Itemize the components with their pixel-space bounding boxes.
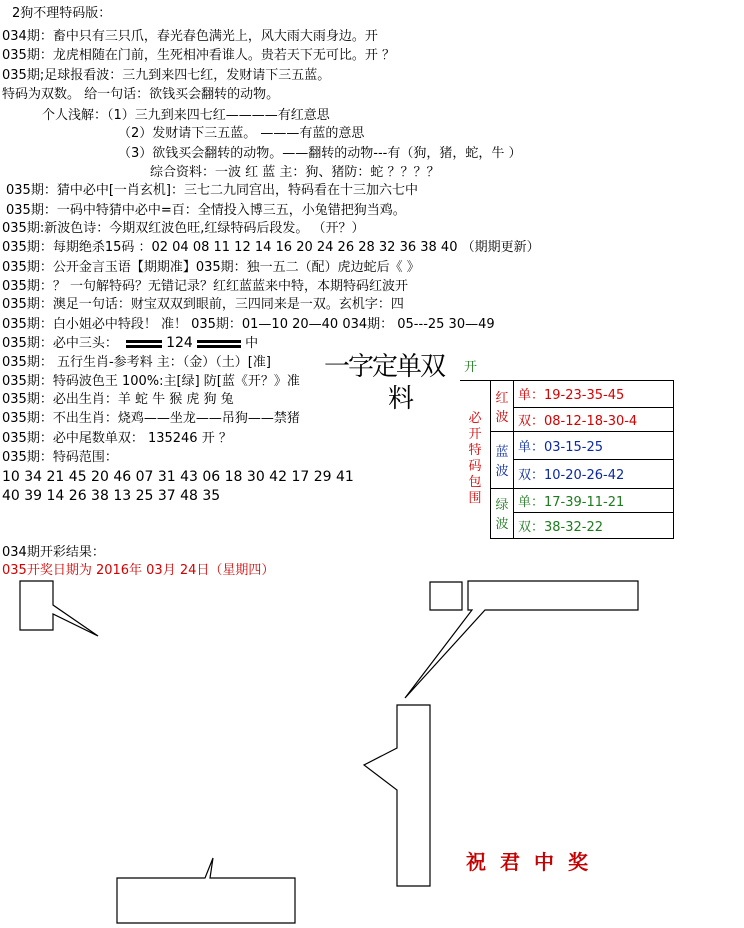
callout-small-top: [430, 582, 462, 610]
table-header: 开: [464, 360, 478, 376]
suffix: 中: [245, 336, 259, 351]
text-line: 个人浅解：（1）三九到来四七红————有红意思: [42, 108, 330, 123]
draw-date: 035开奖日期为 2016年 03月 24日（星期四）: [2, 563, 275, 578]
blessing-text: 祝君中奖: [466, 850, 602, 874]
big-title: 一字定单双: [324, 352, 445, 382]
text-line: 035期：？ 一句解特码？无错记录？红红蓝蓝来中特，本期特码红波开: [2, 279, 408, 294]
callout-tall: [364, 705, 430, 886]
range-numbers: 10 34 21 45 20 46 07 31 43 06 18 30 42 17 29 41: [2, 469, 354, 485]
wave-green: 绿波: [491, 488, 514, 538]
text-line: 035期：猜中必中[一肖玄机]：三七二九同宫出，特码看在十三加六七中: [6, 183, 418, 198]
cell-green-shuang: 双：38-32-22: [514, 512, 674, 538]
side-label: 必开特码包围: [460, 380, 491, 538]
text-line: 035期：不出生肖：烧鸡——坐龙——吊狗——禁猪: [2, 411, 300, 426]
callout-bottom: [117, 858, 295, 923]
head-numbers: 124: [166, 335, 193, 351]
text-line: 035期：必出生肖：羊 蛇 牛 猴 虎 狗 兔: [2, 392, 234, 407]
callout-small-left: [20, 581, 98, 636]
text-line: （2）发财请下三五蓝。 ———有蓝的意思: [118, 126, 365, 141]
text-line: 035期：每期绝杀15码 ：02 04 08 11 12 14 16 20 24 26 28 32 36 38 40 （期期更新）: [2, 240, 540, 255]
cell-blue-dan: 单：03-15-25: [514, 431, 674, 459]
cell-red-dan: 单：19-23-35-45: [514, 380, 674, 407]
number-table: [460, 352, 674, 539]
text-line: 035期：一码中特猜中必中=百：全情投入博三五，小兔错把狗当鸡。: [6, 203, 406, 218]
result-heading: 034期开彩结果：: [2, 545, 105, 560]
bars-icon: [197, 338, 241, 350]
bars-icon: [126, 338, 162, 350]
text-line: 034期：畜中只有三只爪，春光春色满光上，风大雨大雨身边。开: [2, 29, 378, 44]
callout-top-right: [405, 581, 638, 698]
text-line: 035期：澳足一句话：财宝双双到眼前，三四同来是一双。玄机字：四: [2, 297, 404, 312]
label: 035期：必中三头：: [2, 336, 118, 351]
cell-green-dan: 单：17-39-11-21: [514, 488, 674, 512]
wave-red: 红波: [491, 380, 514, 431]
text-line: 035期：龙虎相随在门前，生死相冲看谁人。贵若天下无可比。开 ？: [2, 48, 395, 63]
text-line: 035期：特码范围：: [2, 450, 118, 465]
text-line: 035期:新波色诗：今期双红波色旺,红绿特码后段发。 （开？）: [2, 221, 365, 236]
text-line: [2, 335, 258, 352]
text-line: 特码为双数。 给一句话：欲钱买会翻转的动物。: [2, 87, 280, 102]
page-title: 2狗不理特码版：: [12, 6, 112, 21]
text-line: 综合资料：一波 红 蓝 主：狗、猪防：蛇 ？？？？: [150, 165, 440, 180]
text-line: 035期;足球报看波：三九到来四七红，发财请下三五蓝。: [2, 68, 331, 83]
big-title: 料: [388, 384, 415, 414]
text-line: 035期： 五行生肖-参考料 主：（金）（土）[准]: [2, 355, 271, 370]
range-numbers: 40 39 14 26 38 13 25 37 48 35: [2, 488, 221, 504]
wave-blue: 蓝波: [491, 431, 514, 488]
text-line: 035期：白小姐必中特段！ 准！ 035期：01—10 20—40 034期： 05---25 30—49: [2, 317, 495, 332]
cell-blue-shuang: 双：10-20-26-42: [514, 459, 674, 488]
text-line: 035期：特码波色王 100%:主[绿] 防[蓝《开？》准: [2, 374, 300, 389]
text-line: 035期：必中尾数单双： 135246 开 ？: [2, 431, 232, 446]
text-line: 035期：公开金言玉语【期期准】035期：独一五二（配）虎边蛇后《 》: [2, 260, 420, 275]
cell-red-shuang: 双：08-12-18-30-4: [514, 407, 674, 431]
text-line: （3）欲钱买会翻转的动物。——翻转的动物---有（狗，猪，蛇，牛 ）: [118, 146, 522, 161]
